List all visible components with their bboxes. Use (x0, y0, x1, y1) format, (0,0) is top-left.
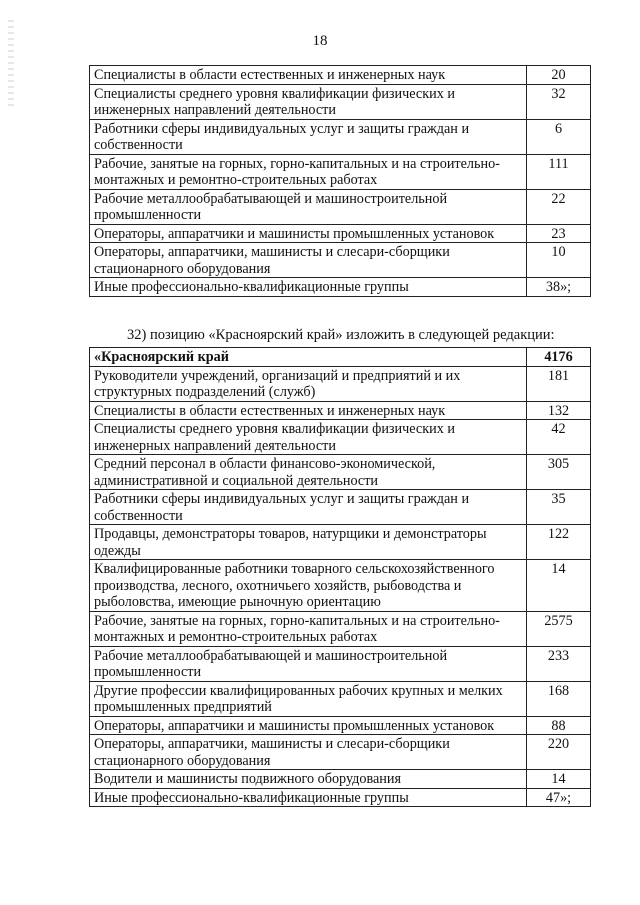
table-row (90, 735, 591, 770)
quota-value: 42 (527, 420, 591, 455)
quota-value: 233 (527, 646, 591, 681)
table-row (90, 224, 591, 243)
quota-value: 32 (527, 84, 591, 119)
table-row (90, 119, 591, 154)
occupation-group: Иные профессионально-квалификационные группы (90, 788, 527, 807)
quota-value: 23 (527, 224, 591, 243)
table-row (90, 490, 591, 525)
quota-value: 35 (527, 490, 591, 525)
table-header-row (90, 348, 591, 367)
occupation-group: Операторы, аппаратчики и машинисты промышленных установок (90, 224, 527, 243)
occupation-group: Специалисты в области естественных и инженерных наук (90, 66, 527, 85)
table-row (90, 154, 591, 189)
occupation-group: Операторы, аппаратчики и машинисты промышленных установок (90, 716, 527, 735)
quota-value: 6 (527, 119, 591, 154)
table-row (90, 560, 591, 612)
table-row (90, 278, 591, 297)
instruction-text: 32) позицию «Красноярский край» изложить в следующей редакции: (127, 327, 555, 343)
quota-value: 122 (527, 525, 591, 560)
table-row (90, 455, 591, 490)
table-row (90, 646, 591, 681)
region-total: 4176 (527, 348, 591, 367)
occupation-group: Рабочие, занятые на горных, горно-капитальных и на строительно-монтажных и ремонтно-строительных работах (90, 611, 527, 646)
quota-value: 220 (527, 735, 591, 770)
page-number: 18 (312, 33, 328, 49)
quota-value: 10 (527, 243, 591, 278)
occupation-group: Специалисты среднего уровня квалификации физических и инженерных направлений деятельности (90, 84, 527, 119)
quota-value: 88 (527, 716, 591, 735)
occupation-group: Иные профессионально-квалификационные группы (90, 278, 527, 297)
quota-value: 22 (527, 189, 591, 224)
occupation-group: Руководители учреждений, организаций и предприятий и их структурных подразделений (служб) (90, 366, 527, 401)
quota-value: 14 (527, 560, 591, 612)
occupation-group: Рабочие, занятые на горных, горно-капитальных и на строительно-монтажных и ремонтно-строительных работах (90, 154, 527, 189)
occupation-group: Работники сферы индивидуальных услуг и защиты граждан и собственности (90, 490, 527, 525)
table-row (90, 681, 591, 716)
occupation-group: Продавцы, демонстраторы товаров, натурщики и демонстраторы одежды (90, 525, 527, 560)
quota-value: 38»; (527, 278, 591, 297)
occupation-group: Водители и машинисты подвижного оборудования (90, 770, 527, 789)
occupation-group: Специалисты среднего уровня квалификации физических и инженерных направлений деятельности (90, 420, 527, 455)
table-row (90, 243, 591, 278)
table-row (90, 611, 591, 646)
table-row (90, 525, 591, 560)
occupation-group: Рабочие металлообрабатывающей и машиностроительной промышленности (90, 646, 527, 681)
table-row (90, 716, 591, 735)
quota-value: 2575 (527, 611, 591, 646)
quota-value: 181 (527, 366, 591, 401)
occupation-group: Работники сферы индивидуальных услуг и защиты граждан и собственности (90, 119, 527, 154)
occupation-group: Специалисты в области естественных и инженерных наук (90, 401, 527, 420)
region-name: «Красноярский край (90, 348, 527, 367)
occupation-group: Рабочие металлообрабатывающей и машиностроительной промышленности (90, 189, 527, 224)
quota-value: 20 (527, 66, 591, 85)
table-krasnoyarsk (89, 347, 591, 807)
quota-value: 305 (527, 455, 591, 490)
quota-value: 14 (527, 770, 591, 789)
occupation-group: Операторы, аппаратчики, машинисты и слесари-сборщики стационарного оборудования (90, 243, 527, 278)
quota-value: 168 (527, 681, 591, 716)
occupation-group: Средний персонал в области финансово-экономической, административной и социальной деятельности (90, 455, 527, 490)
table-continued (89, 65, 591, 297)
occupation-group: Квалифицированные работники товарного сельскохозяйственного производства, лесного, охотничьего хозяйств, рыбоводства и рыболовства, имеющие рыночную ориентацию (90, 560, 527, 612)
quota-value: 47»; (527, 788, 591, 807)
table-row (90, 420, 591, 455)
occupation-group: Другие профессии квалифицированных рабочих крупных и мелких промышленных предприятий (90, 681, 527, 716)
table-row (90, 366, 591, 401)
table-row (90, 66, 591, 85)
quota-value: 132 (527, 401, 591, 420)
table-row (90, 401, 591, 420)
table-row (90, 84, 591, 119)
table-row (90, 770, 591, 789)
table-row (90, 788, 591, 807)
quota-value: 111 (527, 154, 591, 189)
occupation-group: Операторы, аппаратчики, машинисты и слесари-сборщики стационарного оборудования (90, 735, 527, 770)
table-row (90, 189, 591, 224)
